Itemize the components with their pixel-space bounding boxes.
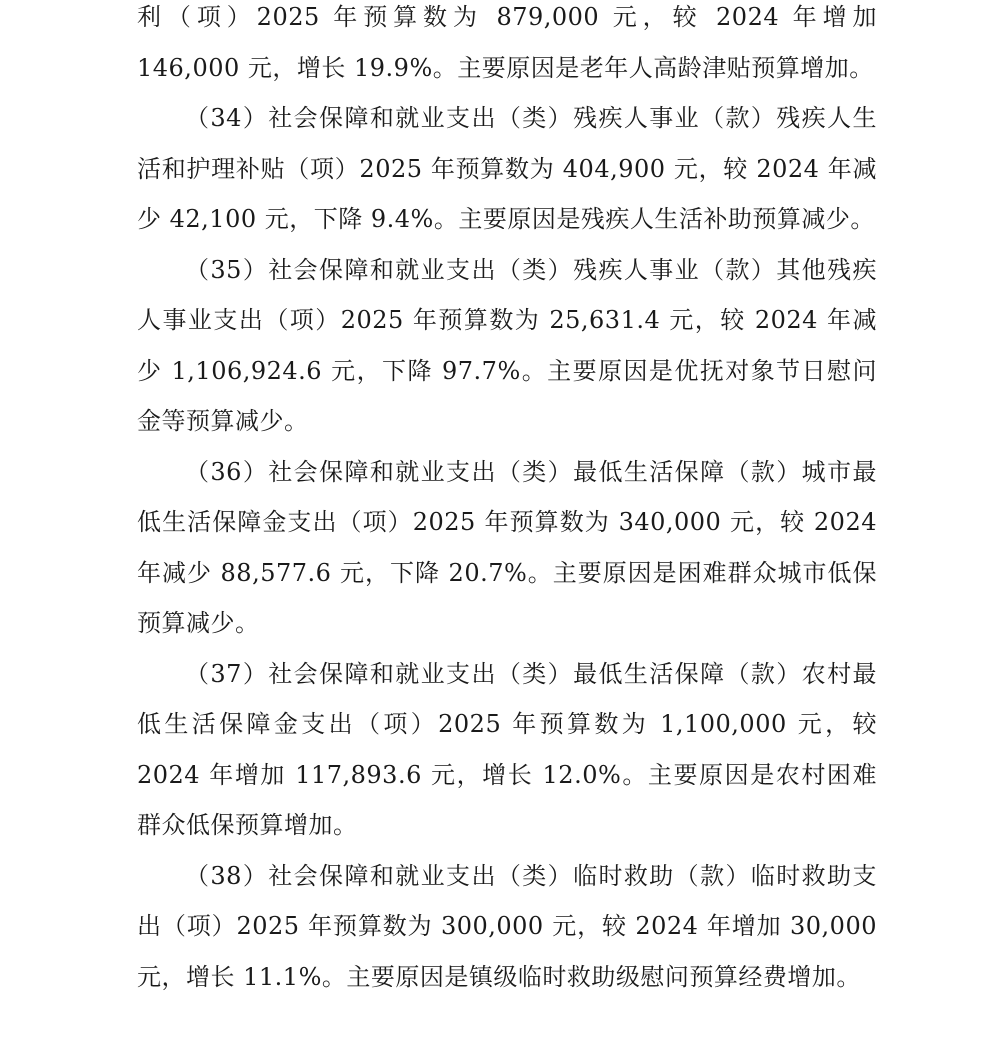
paragraph-37: （37）社会保障和就业支出（类）最低生活保障（款）农村最低生活保障金支出（项）2025 年预算数为 1,100,000 元，较 2024 年增加 117,893.6 元，增长 12.0%。主要原因是农村困难群众低保预算增加。 <box>137 659 877 839</box>
paragraph-38: （38）社会保障和就业支出（类）临时救助（款）临时救助支出（项）2025 年预算数为 300,000 元，较 2024 年增加 30,000 元，增长 11.1%。主要原因是镇级临时救助级慰问预算经费增加。 <box>137 861 877 991</box>
paragraph-33-continuation: 利（项）2025 年预算数为 879,000 元，较 2024 年增加 146,000 元，增长 19.9%。主要原因是老年人高龄津贴预算增加。 <box>137 3 877 82</box>
document-body <box>137 0 877 1002</box>
paragraph-36: （36）社会保障和就业支出（类）最低生活保障（款）城市最低生活保障金支出（项）2025 年预算数为 340,000 元，较 2024 年减少 88,577.6 元，下降 20.7%。主要原因是困难群众城市低保预算减少。 <box>137 457 877 637</box>
paragraph-35: （35）社会保障和就业支出（类）残疾人事业（款）其他残疾人事业支出（项）2025 年预算数为 25,631.4 元，较 2024 年减少 1,106,924.6 元，下降 97.7%。主要原因是优抚对象节日慰问金等预算减少。 <box>137 255 877 435</box>
paragraph-34: （34）社会保障和就业支出（类）残疾人事业（款）残疾人生活和护理补贴（项）2025 年预算数为 404,900 元，较 2024 年减少 42,100 元，下降 9.4%。主要原因是残疾人生活补助预算减少。 <box>137 104 877 233</box>
